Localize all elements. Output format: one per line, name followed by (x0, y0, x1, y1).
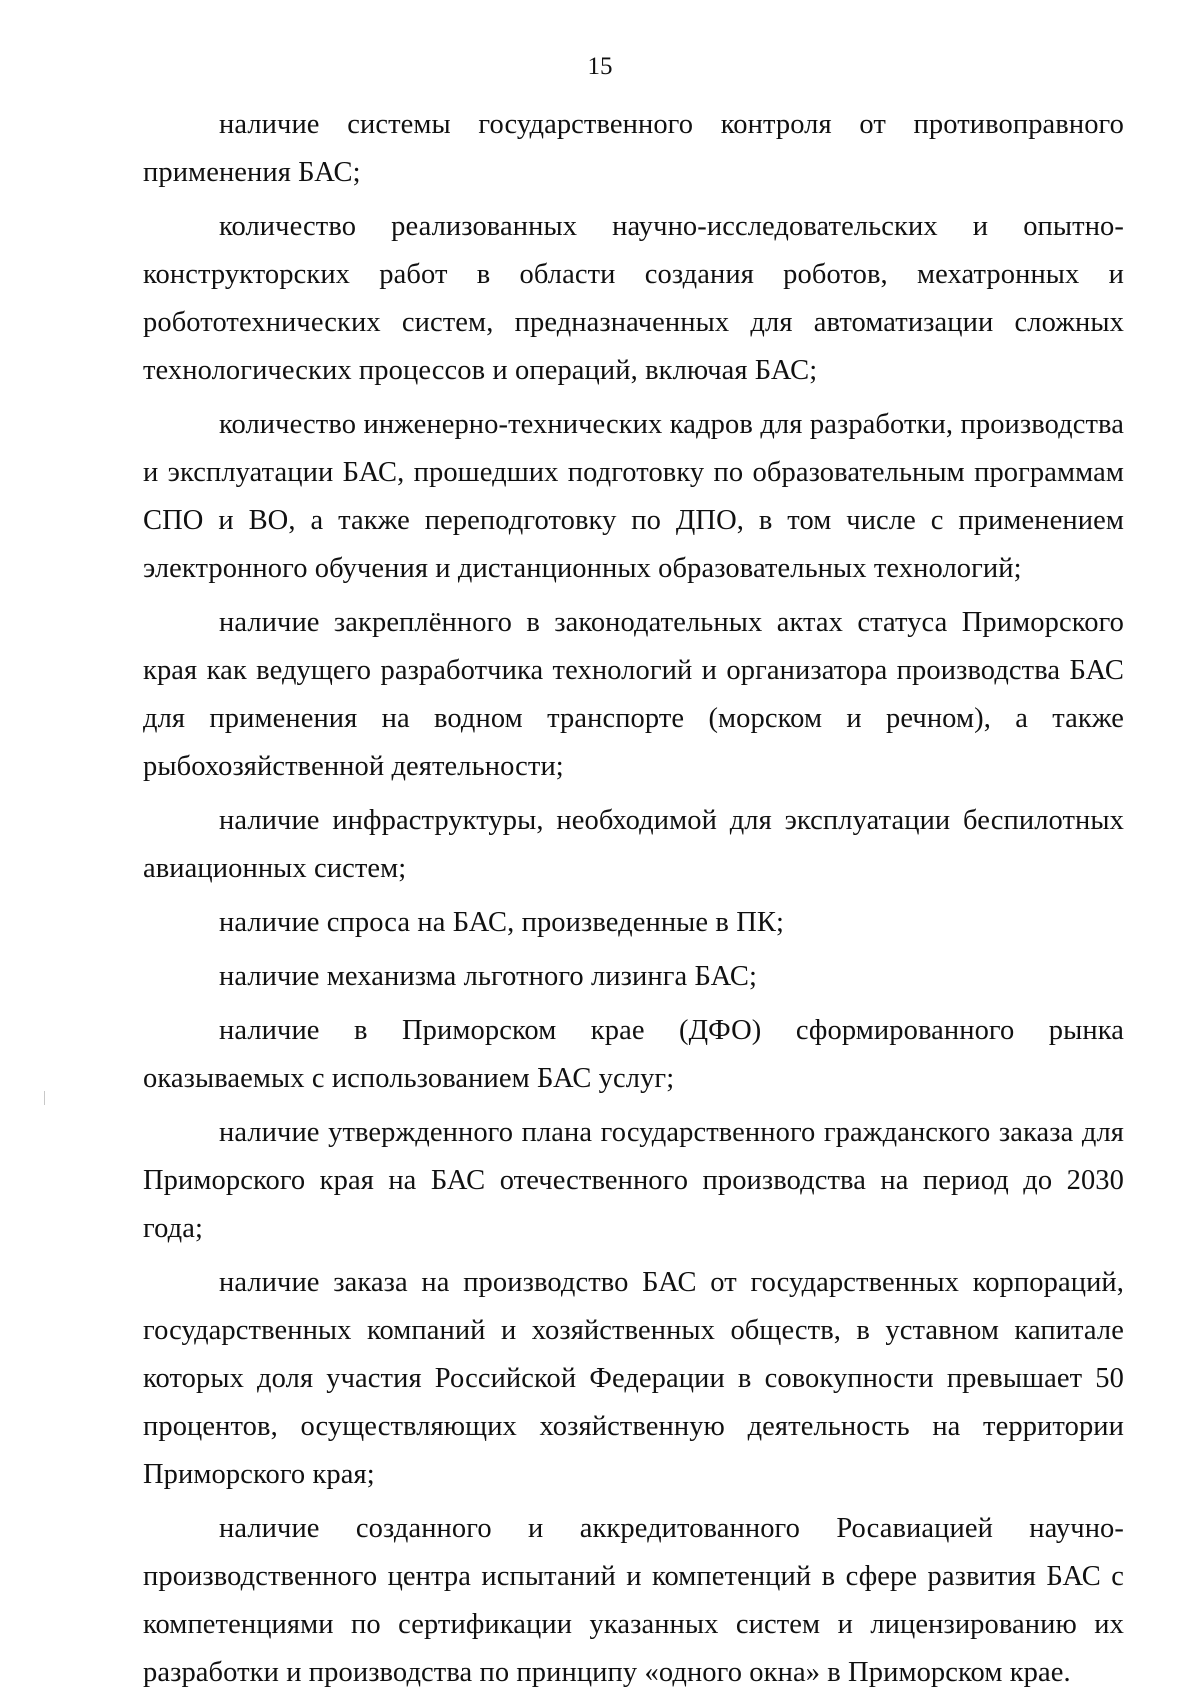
page-number: 15 (587, 53, 613, 80)
paragraph-services-market: наличие в Приморском крае (ДФО) сформированного рынка оказываемых с использованием БАС услуг; (143, 1015, 1124, 1094)
paragraph-rnd-works: количество реализованных научно-исследовательских и опытно-конструкторских работ в области создания роботов, мехатронных и робототехнических систем, предназначенных для автоматизации сложных технологических процессов и операций, включая БАС; (143, 211, 1124, 386)
paragraph-leasing: наличие механизма льготного лизинга БАС; (219, 961, 757, 992)
paragraph-legal-status: наличие закреплённого в законодательных актах статуса Приморского края как ведущего разработчика технологий и организатора производства БАС для применения на водном транспорте (морском и речном), а также рыбохозяйственной деятельности; (143, 607, 1124, 782)
paragraph-state-control: наличие системы государственного контроля от противоправного применения БАС; (143, 109, 1124, 188)
scan-margin-mark (44, 1091, 45, 1105)
paragraph-state-corporations-order: наличие заказа на производство БАС от государственных корпораций, государственных компаний и хозяйственных обществ, в уставном капитале которых доля участия Российской Федерации в совокупности превышает 50 процентов, осуществляющих хозяйственную деятельность на территории Приморского края; (143, 1267, 1124, 1490)
document-body (143, 101, 1124, 1703)
paragraph-infrastructure: наличие инфраструктуры, необходимой для эксплуатации беспилотных авиационных систем; (143, 805, 1124, 884)
paragraph-engineering-staff: количество инженерно-технических кадров для разработки, производства и эксплуатации БАС, прошедших подготовку по образовательным программам СПО и ВО, а также переподготовку по ДПО, в том числе с применением электронного обучения и дистанционных образовательных технологий; (143, 409, 1124, 584)
paragraph-demand: наличие спроса на БАС, произведенные в ПК; (219, 907, 785, 938)
paragraph-certification-center: наличие созданного и аккредитованного Росавиацией научно-производственного центра испытаний и компетенций в сфере развития БАС с компетенциями по сертификации указанных систем и лицензированию их разработки и производства по принципу «одного окна» в Приморском крае. (143, 1513, 1124, 1688)
paragraph-civil-order-plan: наличие утвержденного плана государственного гражданского заказа для Приморского края на БАС отечественного производства на период до 2030 года; (143, 1117, 1124, 1244)
